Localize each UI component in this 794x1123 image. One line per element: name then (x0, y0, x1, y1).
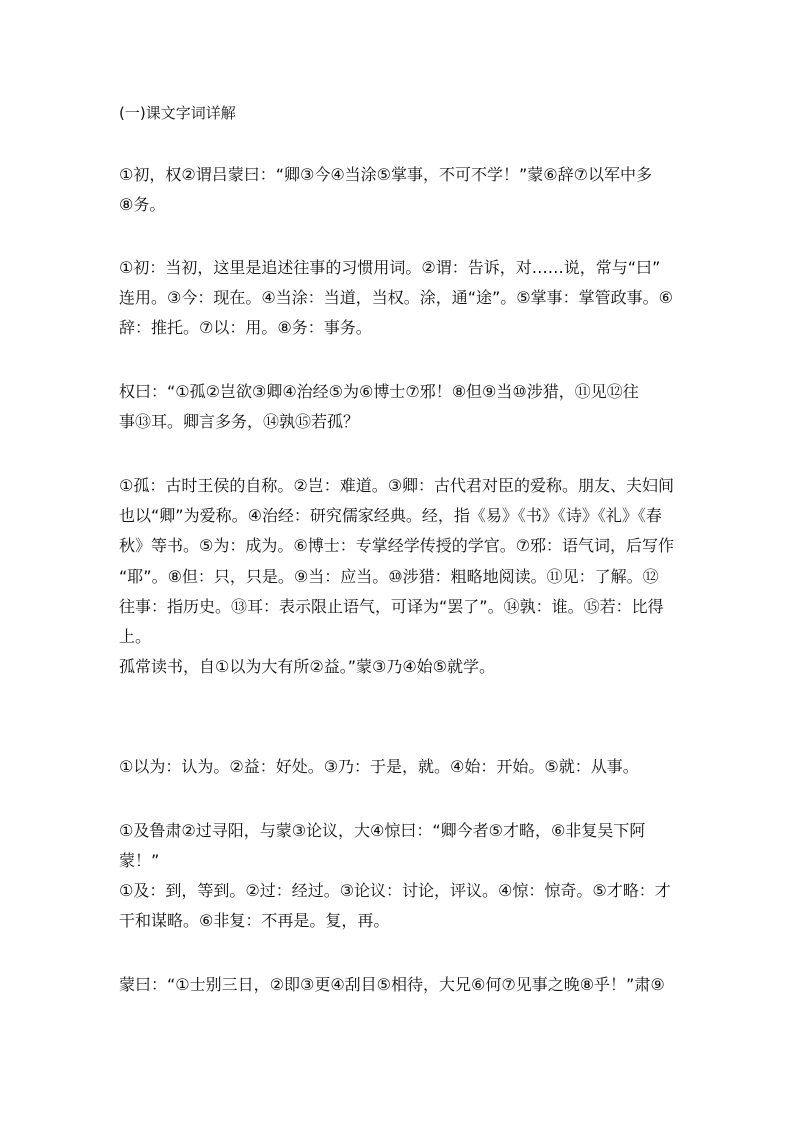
text-line: 往事：指历史。⑬耳：表示限止语气，可译为“罢了”。⑭孰：谁。⑮若：比得 (119, 597, 664, 616)
text-line: 也以“卿”为爱称。④治经：研究儒家经典。经，指《易》《书》《诗》《礼》《春 (119, 506, 662, 525)
text-line: “耶”。⑧但：只，只是。⑨当：应当。⑩涉猎：粗略地阅读。⑪见：了解。⑫ (119, 567, 659, 586)
text-line: 蒙曰：“①士别三日，②即③更④刮目⑤相待，大兄⑥何⑦见事之晚⑧乎！”肃⑨ (119, 975, 665, 994)
text-line: ①及鲁肃②过寻阳，与蒙③论议，大④惊曰：“卿今者⑤才略，⑥非复吴下阿 (119, 821, 646, 840)
text-line: 蒙！” (119, 851, 160, 870)
text-line: ①孤：古时王侯的自称。②岂：难道。③卿：古代君对臣的爱称。朋友、夫妇间 (119, 476, 675, 495)
text-line: 连用。③今：现在。④当涂：当道，当权。涂，通“途”。⑤掌事：掌管政事。⑥ (119, 288, 673, 307)
text-line: ①初：当初，这里是追述往事的习惯用词。②谓：告诉，对……说，常与“曰” (119, 258, 661, 277)
text-line: 辞：推托。⑦以：用。⑧务：事务。 (119, 318, 372, 337)
text-line: ①初，权②谓吕蒙曰：“卿③今④当涂⑤掌事，不可不学！”蒙⑥辞⑦以军中多 (119, 165, 652, 184)
text-line: 孤常读书，自①以为大有所②益。”蒙③乃④始⑤就学。 (119, 657, 496, 676)
section-heading: (一)课文字词详解 (119, 104, 236, 122)
text-line: ①及：到，等到。②过：经过。③论议：讨论，评议。④惊：惊奇。⑤才略：才 (119, 881, 671, 900)
text-line: 干和谋略。⑥非复：不再是。复，再。 (119, 911, 390, 930)
text-line: ⑧务。 (119, 195, 166, 214)
text-line: 事⑬耳。卿言多务，⑭孰⑮若孤？ (119, 412, 360, 431)
text-line: 秋》等书。⑤为：成为。⑥博士：专掌经学传授的学官。⑦邪：语气词，后写作 (119, 536, 675, 555)
text-line: 权曰：“①孤②岂欲③卿④治经⑤为⑥博士⑦邪！⑧但⑨当⑩涉猎，⑪见⑫往 (119, 382, 639, 401)
text-line: 上。 (119, 627, 152, 646)
text-line: ①以为：认为。②益：好处。③乃：于是，就。④始：开始。⑤就：从事。 (119, 757, 639, 776)
